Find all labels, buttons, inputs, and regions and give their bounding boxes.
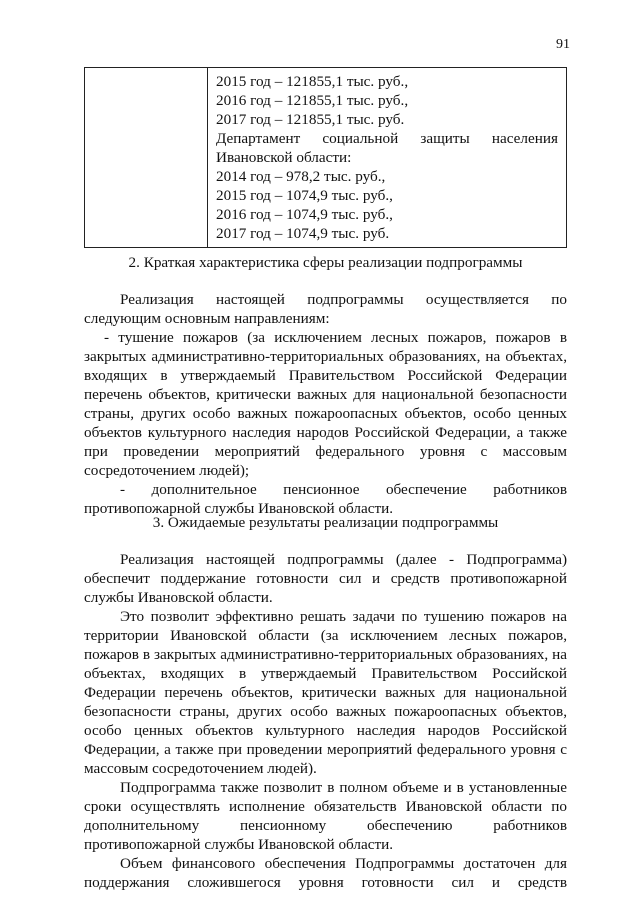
table-cell-empty — [85, 68, 208, 248]
funding-line: 2017 год – 1074,9 тыс. руб. — [216, 225, 390, 242]
paragraph — [84, 550, 567, 607]
text-line: Объем финансового обеспечения Подпрограммы достаточен для — [120, 855, 567, 872]
text-line: Федерации, а также при проведении мероприятий федерального уровня с — [84, 741, 567, 758]
text-line: при проведении мероприятий федерального уровня с массовым — [84, 443, 567, 460]
text-line: особо ценных объектов культурного наследия народов Российской — [84, 722, 567, 739]
section-body — [84, 290, 567, 518]
paragraph — [84, 854, 567, 892]
text-line: следующим основным направлениям: — [84, 310, 330, 327]
funding-line: 2015 год – 1074,9 тыс. руб., — [216, 187, 393, 204]
text-line: обеспечит поддержание готовности сил и средств противопожарной — [84, 570, 567, 587]
funding-line: 2016 год – 121855,1 тыс. руб., — [216, 92, 409, 109]
text-line: Реализация настоящей подпрограммы осуществляется по — [120, 291, 567, 308]
funding-line: 2014 год – 978,2 тыс. руб., — [216, 168, 386, 185]
section-heading: 2. Краткая характеристика сферы реализации подпрограммы — [128, 254, 523, 271]
page-number: 91 — [556, 37, 570, 52]
text-line: страны, других особо важных пожароопасных объектов, особо ценных — [84, 405, 567, 422]
text-line: Реализация настоящей подпрограммы (далее - Подпрограмма) — [120, 551, 567, 568]
funding-line: 2015 год – 121855,1 тыс. руб., — [216, 73, 409, 90]
section-body — [84, 550, 567, 892]
text-line: объектах, входящих в утверждаемый Правительством Российской — [84, 665, 567, 682]
section-heading: 3. Ожидаемые результаты реализации подпрограммы — [152, 514, 499, 531]
funding-line: 2017 год – 121855,1 тыс. руб. — [216, 111, 405, 128]
text-line: закрытых административно-территориальных образованиях, на объектах, — [84, 348, 567, 365]
text-line: сроки осуществлять исполнение обязательств Ивановской области по — [84, 798, 567, 815]
text-line: входящих в утверждаемый Правительством Российской Федерации — [84, 367, 567, 384]
text-line: безопасности страны, других особо важных пожароопасных объектов, — [84, 703, 567, 720]
paragraph — [84, 290, 567, 328]
paragraph — [84, 778, 567, 854]
text-line: противопожарной службы Ивановской области. — [84, 500, 394, 517]
text-line: противопожарной службы Ивановской области. — [84, 836, 394, 853]
text-line: Это позволит эффективно решать задачи по тушению пожаров на — [120, 608, 567, 625]
funding-line: Департамент социальной защиты населения — [216, 130, 558, 147]
text-line: Подпрограмма также позволит в полном объеме и в установленные — [120, 779, 567, 796]
text-line: пожаров в закрытых административно-территориальных образованиях, на — [84, 646, 567, 663]
text-line: - дополнительное пенсионное обеспечение работников — [120, 481, 567, 498]
paragraph — [84, 607, 567, 778]
text-line: дополнительному пенсионному обеспечению работников — [84, 817, 567, 834]
funding-line: 2016 год – 1074,9 тыс. руб., — [216, 206, 393, 223]
text-line: поддержания сложившегося уровня готовности сил и средств — [84, 874, 567, 891]
text-line: сосредоточением людей); — [84, 462, 250, 479]
text-line: территории Ивановской области (за исключением лесных пожаров, — [84, 627, 567, 644]
funding-line: Ивановской области: — [216, 149, 352, 166]
funding-table — [84, 67, 567, 248]
text-line: службы Ивановской области. — [84, 589, 273, 606]
paragraph — [84, 328, 567, 480]
table-row — [85, 68, 567, 248]
text-line: перечень объектов, критически важных для национальной безопасности — [84, 386, 567, 403]
table-cell-funding — [208, 68, 567, 248]
text-line: - тушение пожаров (за исключением лесных пожаров, пожаров в — [104, 329, 567, 346]
text-line: объектов культурного наследия народов Российской Федерации, а также — [84, 424, 567, 441]
text-line: массовым сосредоточением людей). — [84, 760, 317, 777]
text-line: Федерации перечень объектов, критически важных для национальной — [84, 684, 567, 701]
